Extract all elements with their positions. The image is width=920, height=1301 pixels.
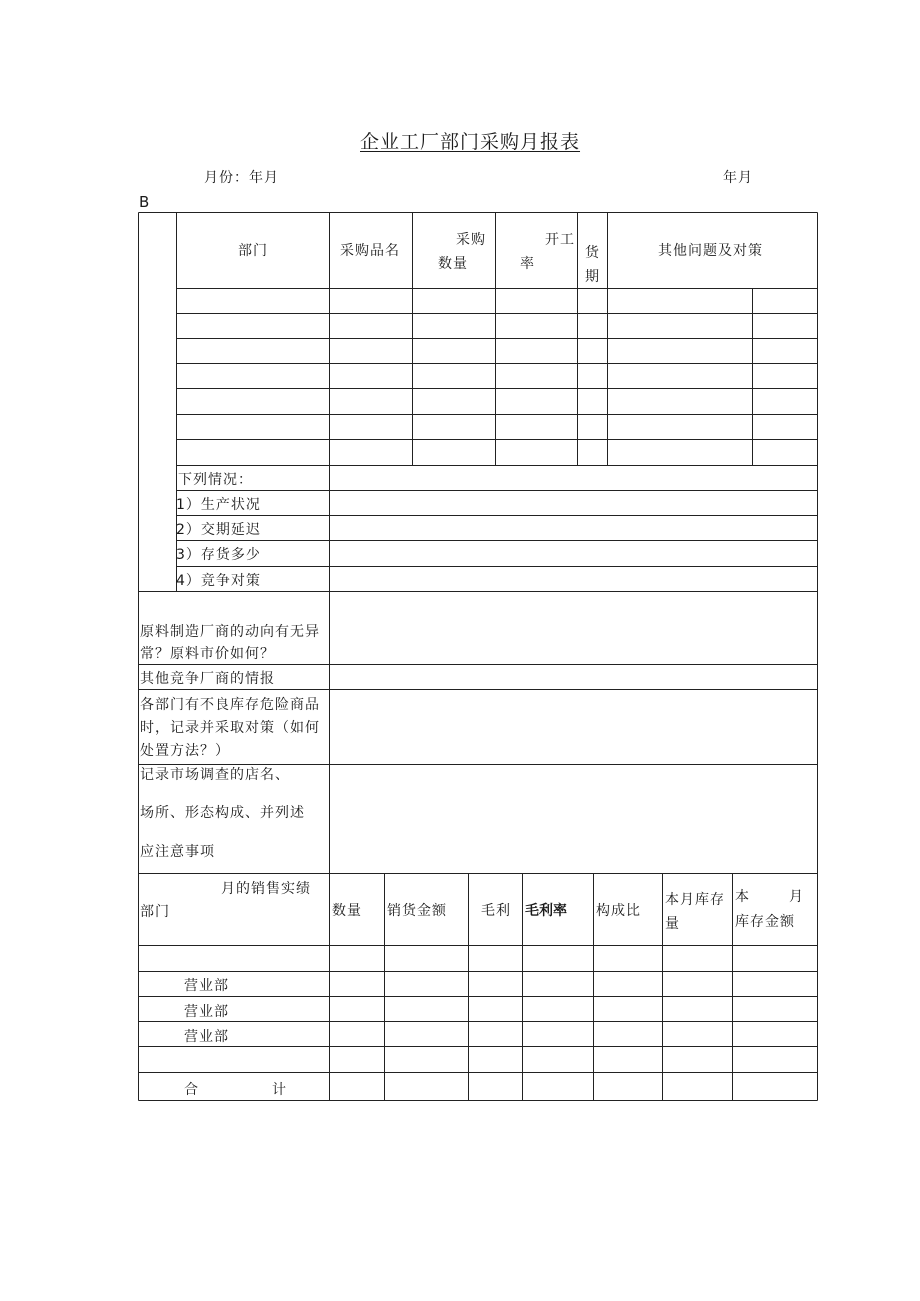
header-dept: 部门 [238, 243, 268, 259]
question-market-survey-line2: 场所、形态构成、并列述 [140, 805, 305, 821]
page-title: 企业工厂部门采购月报表 [360, 131, 581, 153]
situations-intro: 下列情况： [178, 472, 253, 488]
situation-item: 3）存货多少 [176, 547, 261, 563]
header-stock-qty-line2: 量 [665, 916, 680, 932]
header-quantity: 数量 [332, 903, 362, 919]
header-stock-amt-line2: 库存金额 [735, 914, 795, 930]
question-market-survey-line3: 应注意事项 [140, 844, 215, 860]
situation-item: 4）竞争对策 [176, 573, 261, 589]
header-stock-qty-line1: 本月库存 [665, 892, 725, 908]
header-qty-line2: 数量 [438, 256, 468, 272]
header-stock-amt-ben: 本 [735, 889, 750, 905]
header-delivery-line2: 期 [585, 269, 600, 285]
question-bad-stock-line3: 处置方法？） [140, 743, 230, 759]
header-stock-amt-yue: 月 [789, 889, 804, 905]
situation-item: 2）交期延迟 [176, 522, 261, 538]
sales-row-dept: 营业部 [184, 978, 229, 994]
question-bad-stock-line1: 各部门有不良库存危险商品 [140, 697, 320, 713]
header-other: 其他问题及对策 [658, 243, 763, 259]
header-item-name: 采购品名 [340, 243, 400, 259]
total-ji: 计 [272, 1082, 287, 1098]
total-he: 合 [184, 1082, 199, 1098]
question-market-survey-line1: 记录市场调查的店名、 [140, 767, 290, 783]
header-rate-line2: 率 [520, 256, 535, 272]
header-composition: 构成比 [596, 903, 641, 919]
header-delivery-line1: 货 [585, 245, 600, 261]
month-label: 月份：年月 [204, 170, 279, 186]
header-sales-amount: 销货金额 [387, 903, 447, 919]
question-raw-material-line2: 常？原料市价如何？ [140, 646, 275, 662]
corner-mark: B [139, 193, 151, 211]
question-raw-material-line1: 原料制造厂商的动向有无异 [140, 624, 320, 640]
header-gross-profit: 毛利 [481, 903, 511, 919]
sales-corner-bottom: 部门 [140, 904, 170, 920]
header-rate-line1: 开工 [545, 232, 575, 248]
header-qty-line1: 采购 [456, 232, 486, 248]
header-gross-margin: 毛利率 [525, 903, 567, 919]
sales-corner-top: 月的销售实绩 [221, 881, 311, 897]
situation-item: 1）生产状况 [176, 497, 261, 513]
sales-row-dept: 营业部 [184, 1029, 229, 1045]
question-bad-stock-line2: 时，记录并采取对策（如何 [140, 720, 320, 736]
right-date: 年月 [723, 170, 753, 186]
question-competitors: 其他竞争厂商的情报 [140, 671, 275, 687]
sales-row-dept: 营业部 [184, 1004, 229, 1020]
